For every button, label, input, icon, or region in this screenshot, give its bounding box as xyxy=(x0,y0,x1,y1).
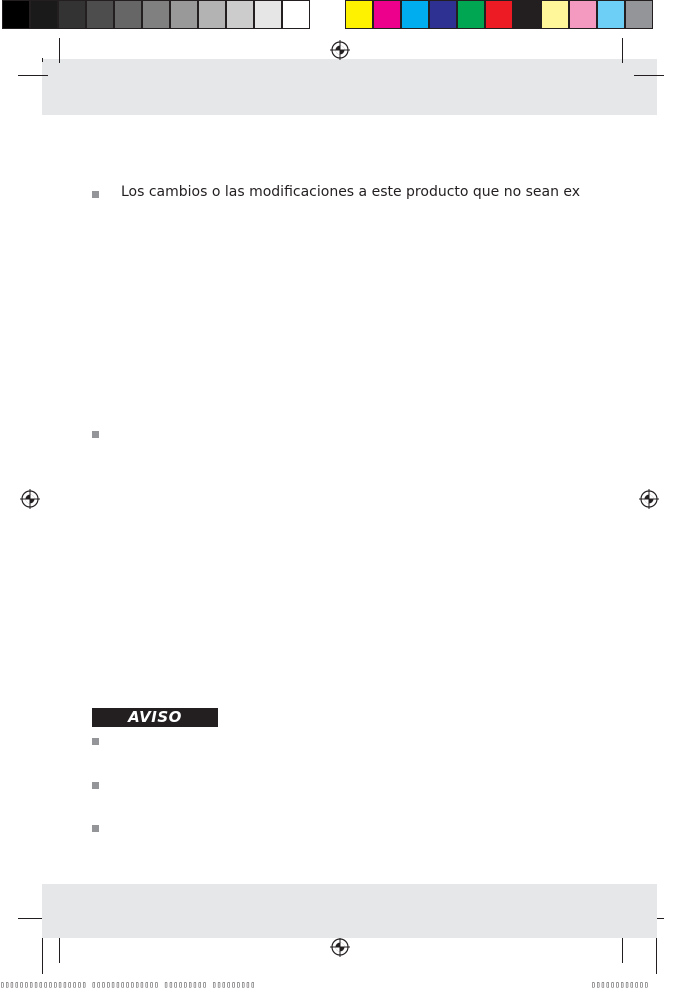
bullet-marker xyxy=(92,825,99,832)
color-swatch xyxy=(373,0,401,29)
gray-swatch xyxy=(170,0,198,29)
bullet-text: Los cambios o las modificaciones a este producto que no sean ex xyxy=(121,184,581,200)
crop-mark xyxy=(18,75,48,76)
footer-band xyxy=(42,884,657,938)
gray-swatch xyxy=(2,0,30,29)
bullet-marker xyxy=(92,782,99,789)
gray-swatch xyxy=(30,0,58,29)
color-swatch xyxy=(597,0,625,29)
gray-swatch xyxy=(142,0,170,29)
crop-mark xyxy=(634,75,664,76)
gray-swatch xyxy=(86,0,114,29)
gray-swatch xyxy=(198,0,226,29)
registration-mark-icon xyxy=(330,937,350,957)
color-swatch xyxy=(541,0,569,29)
color-swatch xyxy=(625,0,653,29)
crop-mark xyxy=(42,58,43,62)
slug-line-right: ▯▯▯▯▯▯▯▯▯▯▯▯ xyxy=(591,980,649,989)
warning-label: AVISO xyxy=(92,708,218,727)
color-swatch xyxy=(569,0,597,29)
gray-swatch xyxy=(282,0,310,29)
bullet-marker xyxy=(92,431,99,438)
color-swatch xyxy=(401,0,429,29)
color-calibration-bar xyxy=(0,0,681,31)
color-swatch xyxy=(513,0,541,29)
registration-mark-icon xyxy=(639,489,659,509)
header-band xyxy=(42,59,657,115)
registration-mark-icon xyxy=(20,489,40,509)
registration-mark-icon xyxy=(330,40,350,60)
crop-mark xyxy=(42,938,43,974)
bullet-marker xyxy=(92,738,99,745)
gray-swatch xyxy=(226,0,254,29)
bullet-marker xyxy=(92,191,99,198)
slug-line-left: ▯▯▯▯▯▯▯▯▯▯▯▯▯▯▯▯▯▯ ▯▯▯▯▯▯▯▯▯▯▯▯▯▯ ▯▯▯▯▯▯▯▯▯ ▯▯▯▯▯▯▯▯▯ xyxy=(0,980,256,989)
gray-swatch xyxy=(114,0,142,29)
crop-mark xyxy=(59,38,60,63)
gray-swatch xyxy=(58,0,86,29)
color-swatch xyxy=(485,0,513,29)
gray-swatch xyxy=(254,0,282,29)
crop-mark xyxy=(656,938,657,974)
crop-mark xyxy=(622,38,623,63)
color-swatch xyxy=(345,0,373,29)
color-swatch xyxy=(457,0,485,29)
color-swatch xyxy=(429,0,457,29)
